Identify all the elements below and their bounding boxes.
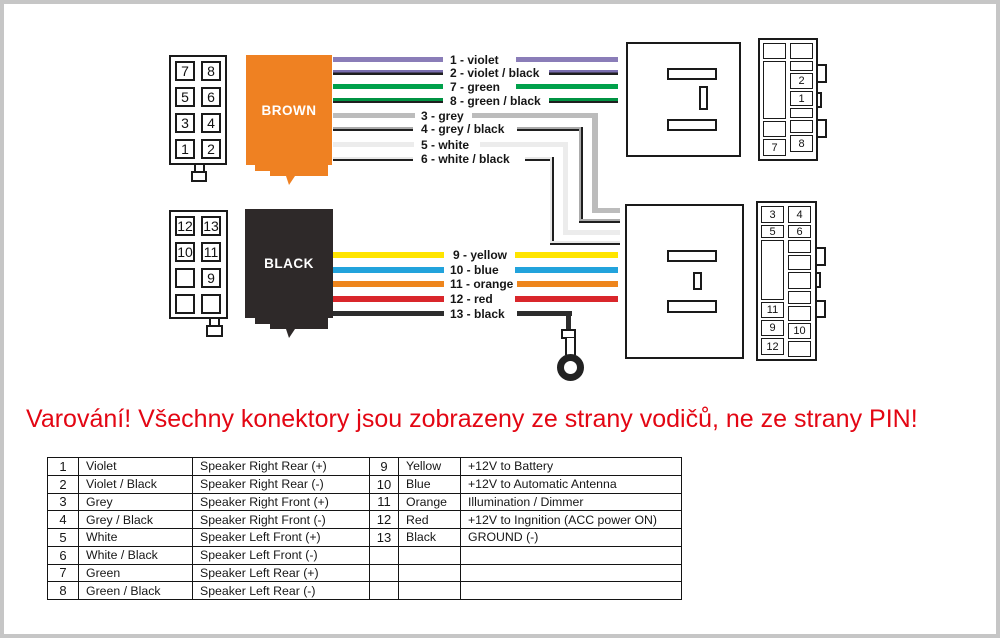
black-pin-plug-tab	[206, 325, 223, 337]
table-cell: 9	[370, 458, 399, 476]
connector-key-tab	[817, 300, 826, 318]
wire-4-label: 4 - grey / black	[421, 122, 505, 136]
table-cell: Violet	[79, 458, 193, 476]
table-cell: 10	[370, 475, 399, 493]
table-cell: 6	[48, 546, 79, 564]
iso-pin-cell: 5	[761, 225, 784, 238]
wire-11-segment	[333, 281, 444, 287]
table-cell: +12V to Automatic Antenna	[461, 475, 682, 493]
connector-key-tab	[816, 92, 822, 108]
table-cell: +12V to Battery	[461, 458, 682, 476]
ground-ring-terminal	[557, 354, 584, 381]
iso-pinmap-bottom	[756, 201, 817, 361]
brown-housing-tail	[255, 163, 328, 186]
table-row	[48, 582, 682, 600]
table-cell	[370, 582, 399, 600]
brown-housing-label: BROWN	[261, 102, 317, 118]
wire-6-label: 6 - white / black	[421, 152, 510, 166]
pin-square: 4	[201, 113, 221, 133]
iso-pin-cell	[790, 61, 813, 71]
wire-4-segment	[333, 127, 413, 131]
wire-7-label: 7 - green	[450, 79, 501, 94]
table-row	[48, 546, 682, 564]
table-cell	[461, 546, 682, 564]
table-cell: White	[79, 529, 193, 547]
keyway-bar	[667, 250, 717, 262]
iso-pin-cell: 1	[790, 91, 813, 106]
pin-square: 7	[175, 61, 195, 81]
table-cell: 2	[48, 475, 79, 493]
wire-8-label: 8 - green / black	[450, 93, 541, 108]
wire-12-segment	[515, 296, 618, 302]
table-cell: Grey	[79, 493, 193, 511]
table-cell: Black	[399, 529, 461, 547]
wire-13-label: 13 - black	[450, 306, 505, 321]
table-cell	[399, 582, 461, 600]
table-cell	[399, 564, 461, 582]
wire-4-bottom-segment	[579, 219, 620, 223]
table-cell: Grey / Black	[79, 511, 193, 529]
table-cell: Green	[79, 564, 193, 582]
wire-13-vertical	[566, 311, 571, 330]
wire-5-bottom-segment	[563, 230, 620, 235]
wire-10-segment	[515, 267, 618, 273]
wire-1-segment	[516, 57, 618, 62]
table-cell: +12V to Ingnition (ACC power ON)	[461, 511, 682, 529]
table-cell: Speaker Right Rear (-)	[193, 475, 370, 493]
table-cell: White / Black	[79, 546, 193, 564]
wire-7-segment	[516, 84, 618, 89]
table-cell: Green / Black	[79, 582, 193, 600]
wire-2-segment	[549, 70, 618, 75]
ground-terminal-neck	[565, 338, 576, 355]
wire-5-label: 5 - white	[421, 137, 470, 152]
iso-pin-cell	[790, 108, 813, 118]
brown-connector-housing	[246, 55, 332, 165]
table-cell: 11	[370, 493, 399, 511]
iso-pin-cell: 6	[788, 225, 811, 238]
table-row	[48, 475, 682, 493]
keyway-bar	[693, 272, 702, 290]
iso-pin-cell	[761, 240, 784, 300]
brown-pin-plug	[169, 55, 227, 165]
table-cell: Speaker Right Front (+)	[193, 493, 370, 511]
table-cell	[461, 564, 682, 582]
pin-square: 12	[175, 216, 195, 236]
connector-key-tab	[818, 119, 827, 138]
iso-pinmap-top-left-column	[763, 43, 786, 156]
table-cell: Blue	[399, 475, 461, 493]
table-cell: Orange	[399, 493, 461, 511]
table-row	[48, 493, 682, 511]
wire-11-label: 11 - orange	[450, 277, 514, 291]
pin-square: 9	[201, 268, 221, 288]
iso-pin-cell: 4	[788, 206, 811, 223]
iso-face-bottom	[625, 204, 744, 359]
pin-square: 6	[201, 87, 221, 107]
black-housing-tail	[255, 316, 328, 339]
table-row	[48, 564, 682, 582]
table-cell: Illumination / Dimmer	[461, 493, 682, 511]
wire-8-segment	[333, 98, 443, 103]
pin-square	[175, 268, 195, 288]
connector-key-tab	[818, 64, 827, 83]
black-connector-housing	[245, 209, 333, 318]
keyway-bar	[667, 300, 717, 313]
pin-square: 5	[175, 87, 195, 107]
connector-key-tab	[815, 272, 821, 288]
wire-12-segment	[333, 296, 444, 302]
iso-pin-cell	[790, 120, 813, 133]
iso-pin-cell	[763, 121, 786, 137]
iso-pin-cell: 12	[761, 338, 784, 355]
iso-pin-cell: 9	[761, 320, 784, 336]
iso-pinmap-bottom-left-column	[761, 206, 784, 356]
wire-3-segment	[472, 113, 598, 118]
iso-pin-cell	[788, 306, 811, 321]
iso-pin-cell: 7	[763, 139, 786, 156]
iso-pin-cell: 3	[761, 206, 784, 223]
pin-square: 13	[201, 216, 221, 236]
wire-4-vertical	[579, 127, 583, 223]
table-cell: Speaker Right Front (-)	[193, 511, 370, 529]
pin-square: 3	[175, 113, 195, 133]
black-pin-plug	[169, 210, 228, 319]
pin-square: 8	[201, 61, 221, 81]
table-cell	[370, 564, 399, 582]
iso-pin-cell	[788, 341, 811, 357]
keyway-bar	[699, 86, 708, 110]
wire-3-bottom-segment	[592, 208, 620, 213]
wire-2-segment	[333, 70, 443, 75]
wire-5-vertical	[563, 142, 568, 235]
table-cell: Speaker Left Rear (+)	[193, 564, 370, 582]
iso-pinmap-top-right-column	[790, 43, 813, 156]
pin-square: 1	[175, 139, 195, 159]
iso-pin-cell: 8	[790, 135, 813, 152]
table-cell: Speaker Left Rear (-)	[193, 582, 370, 600]
black-housing-label: BLACK	[264, 256, 314, 271]
wire-3-label: 3 - grey	[421, 108, 464, 123]
wire-9-segment	[333, 252, 444, 258]
wire-10-label: 10 - blue	[450, 263, 499, 277]
wire-9-label: 9 - yellow	[453, 248, 508, 262]
iso-pin-cell	[790, 43, 813, 59]
table-cell: 12	[370, 511, 399, 529]
iso-pin-cell: 2	[790, 73, 813, 89]
wire-11-segment	[517, 281, 618, 287]
wire-4-segment	[517, 127, 583, 131]
pin-square: 2	[201, 139, 221, 159]
table-row	[48, 458, 682, 476]
iso-pin-cell: 11	[761, 302, 784, 318]
table-row	[48, 511, 682, 529]
wire-5-segment	[333, 142, 414, 147]
wire-6-segment	[333, 157, 413, 161]
pin-square: 11	[201, 242, 221, 262]
wire-3-vertical	[592, 113, 598, 213]
wire-13-segment	[517, 311, 572, 316]
table-cell: 8	[48, 582, 79, 600]
connector-key-tab	[817, 247, 826, 266]
table-cell: 5	[48, 529, 79, 547]
table-cell	[399, 546, 461, 564]
brown-pin-plug-tab	[191, 171, 207, 182]
iso-pin-cell	[788, 240, 811, 253]
wire-3-segment	[333, 113, 415, 118]
table-cell: 7	[48, 564, 79, 582]
iso-pin-cell	[788, 255, 811, 270]
table-cell: 4	[48, 511, 79, 529]
table-cell: Speaker Left Front (+)	[193, 529, 370, 547]
wire-7-segment	[333, 84, 443, 89]
iso-face-top	[626, 42, 741, 157]
table-cell: GROUND (-)	[461, 529, 682, 547]
wire-12-label: 12 - red	[450, 292, 493, 306]
wire-5-segment	[480, 142, 568, 147]
wire-9-segment	[515, 252, 618, 258]
table-cell: Yellow	[399, 458, 461, 476]
iso-pin-cell: 10	[788, 323, 811, 339]
iso-pin-cell	[763, 61, 786, 119]
keyway-bar	[667, 68, 717, 80]
table-cell	[370, 546, 399, 564]
iso-pin-cell	[788, 291, 811, 304]
warning-text: Varování! Všechny konektory jsou zobrazeny ze strany vodičů, ne ze strany PIN!	[26, 405, 918, 433]
wire-8-segment	[549, 98, 618, 103]
wire-6-bottom-segment	[550, 241, 620, 245]
wire-1-label: 1 - violet	[450, 52, 499, 67]
table-cell: Speaker Right Rear (+)	[193, 458, 370, 476]
iso-pin-cell	[788, 272, 811, 289]
iso-pinmap-top	[758, 38, 818, 161]
wire-10-segment	[333, 267, 444, 273]
wire-1-segment	[333, 57, 443, 62]
iso-pin-cell	[763, 43, 786, 59]
table-cell	[461, 582, 682, 600]
pin-assignment-table	[47, 457, 682, 600]
pin-square	[201, 294, 221, 314]
table-cell: 1	[48, 458, 79, 476]
table-cell: 13	[370, 529, 399, 547]
keyway-bar	[667, 119, 717, 131]
pin-table-holder	[47, 457, 681, 599]
table-cell: 3	[48, 493, 79, 511]
wire-6-vertical	[550, 157, 554, 245]
wire-2-label: 2 - violet / black	[450, 65, 540, 80]
table-cell: Speaker Left Front (-)	[193, 546, 370, 564]
table-cell: Red	[399, 511, 461, 529]
table-row	[48, 529, 682, 547]
table-cell: Violet / Black	[79, 475, 193, 493]
iso-pinmap-bottom-right-column	[788, 206, 811, 356]
pin-square	[175, 294, 195, 314]
pin-square: 10	[175, 242, 195, 262]
wire-13-segment	[333, 311, 444, 316]
